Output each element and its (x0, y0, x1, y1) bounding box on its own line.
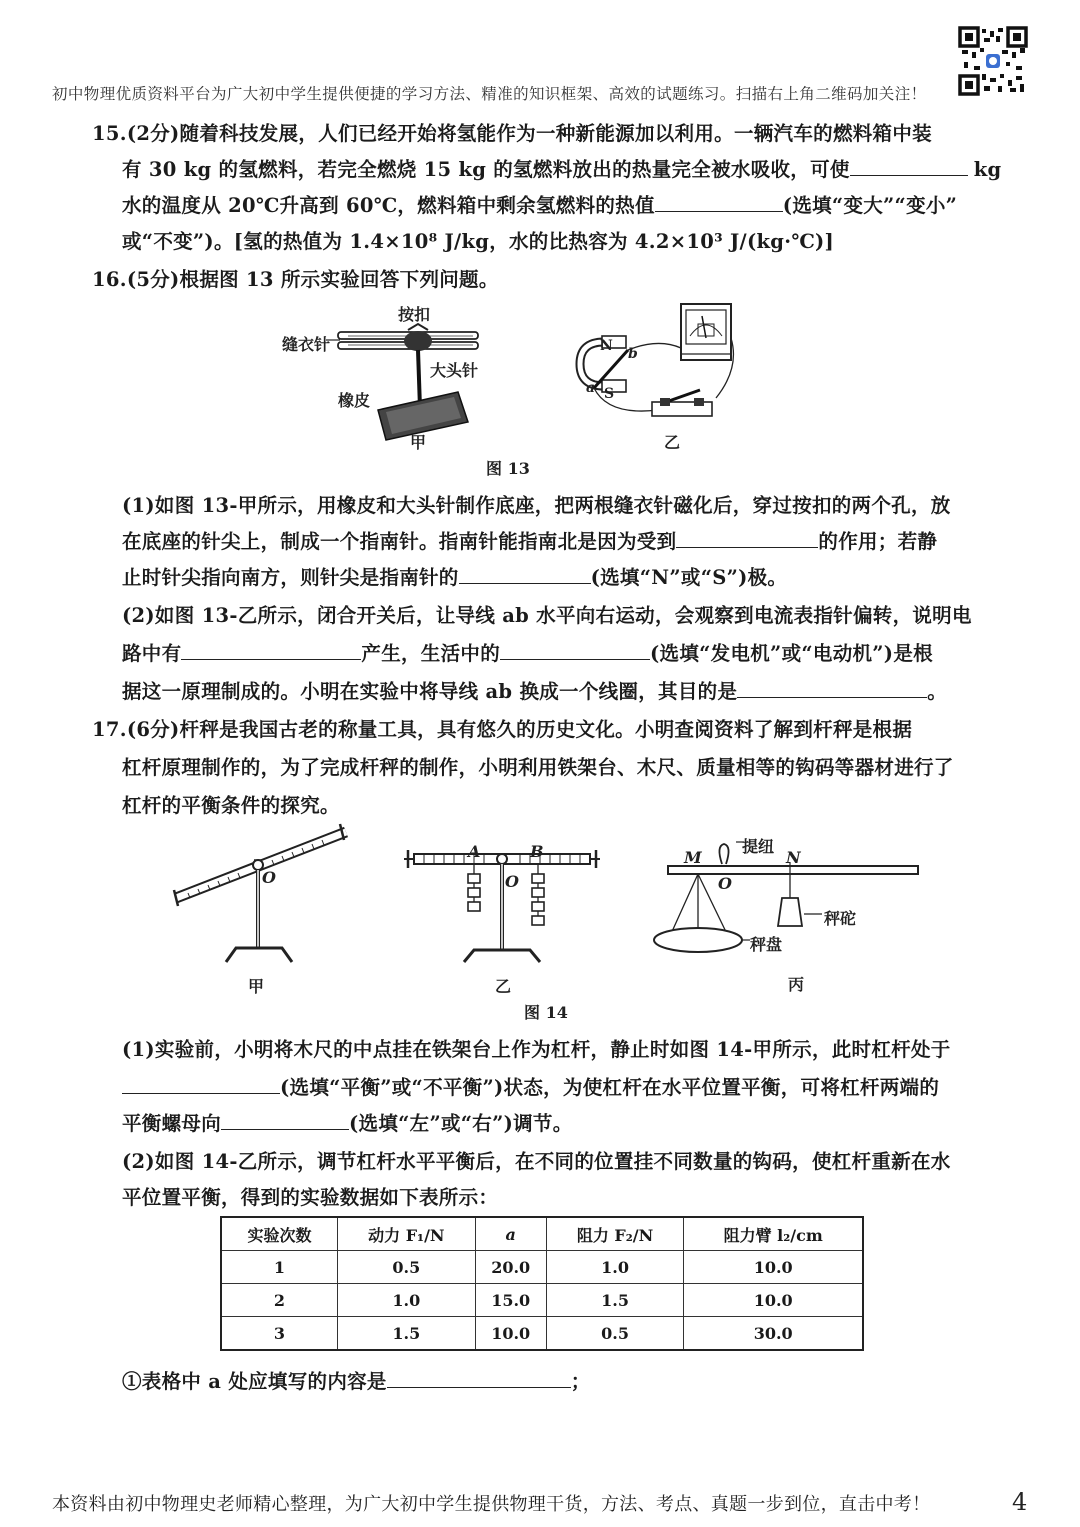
table-cell: 1 (221, 1251, 338, 1284)
qr-code-icon[interactable] (958, 26, 1028, 96)
q16-blank-3[interactable] (181, 641, 361, 660)
q17-p1-line3-text: 平衡螺母向 (122, 1112, 222, 1135)
table-cell: 1.0 (338, 1284, 476, 1317)
q17-p1-line1: (1)实验前，小明将木尺的中点挂在铁架台上作为杠杆，静止时如图 14-甲所示，此时杠杆处于 (122, 1038, 951, 1061)
q16-title: 16.(5分)根据图 13 所示实验回答下列问题。 (92, 268, 499, 291)
fig14-bing-label-o: O (718, 874, 732, 893)
fig13-label-eraser: 橡皮 (338, 391, 371, 410)
q17-blank-3[interactable] (387, 1369, 571, 1388)
q16-p1-line3-text: 止时针尖指向南方，则针尖是指南针的 (122, 566, 459, 589)
q16-p1-line2-tail: 的作用；若静 (818, 530, 938, 553)
table-cell: 1.0 (546, 1251, 684, 1284)
q16-p1-line1: (1)如图 13-甲所示，用橡皮和大头针制作底座，把两根缝衣针磁化后，穿过按扣的两个孔，放 (122, 494, 951, 517)
q15-blank-2[interactable] (655, 193, 783, 212)
table-header-cell: 阻力臂 l₂/cm (684, 1217, 863, 1251)
table-cell: 0.5 (338, 1251, 476, 1284)
fig13-label-yi: 乙 (664, 433, 681, 452)
table-cell: 10.0 (475, 1317, 546, 1351)
q15-line2 (122, 154, 1001, 182)
q16-p2-line2-mid: 产生，生活中的 (361, 642, 501, 665)
figure-13-caption: 图 13 (486, 459, 530, 478)
q15-line2-text: 有 30 kg 的氢燃料，若完全燃烧 15 kg 的氢燃料放出的热量完全被水吸收，可使 (122, 158, 850, 181)
q17-line1: 17.(6分)杆秤是我国古老的称量工具，具有悠久的历史文化。小明查阅资料了解到杆秤是根据 (92, 718, 913, 741)
q15-blank-1[interactable] (850, 157, 968, 176)
q16-p2-line2-text: 路中有 (122, 642, 182, 665)
table-header-cell: 动力 F₁/N (338, 1217, 476, 1251)
fig14-jia-label-o: O (262, 868, 276, 887)
q16-p1-line3-tail: (选填“N”或“S”)极。 (590, 566, 788, 589)
page-number: 4 (1012, 1488, 1028, 1516)
table-header-cell: 阻力 F₂/N (546, 1217, 684, 1251)
table-row (221, 1317, 863, 1351)
q17-p1-line2-text: (选填“平衡”或“不平衡”)状态，为使杠杆在水平位置平衡，可将杠杆两端的 (280, 1076, 940, 1099)
q17-line2: 杠杆原理制作的，为了完成杆秤的制作，小明利用铁架台、木尺、质量相等的钩码等器材进行了 (122, 756, 954, 779)
q17-p2-line1: (2)如图 14-乙所示，调节杠杆水平平衡后，在不同的位置挂不同数量的钩码，使杠杆重新在水 (122, 1150, 951, 1173)
fig14-label-bing: 丙 (788, 975, 805, 994)
q15-line2-unit: kg (973, 158, 1002, 181)
fig13-label-a: a (586, 380, 596, 396)
experiment-data-table (220, 1216, 864, 1351)
q17-subq-1-tail: ； (570, 1370, 591, 1393)
figure-14-yi-balanced-lever (402, 840, 602, 968)
table-cell: 1.5 (546, 1284, 684, 1317)
table-header-cell: 实验次数 (221, 1217, 338, 1251)
table-cell: 15.0 (475, 1284, 546, 1317)
q16-p2-line2-tail: (选填“发电机”或“电动机”)是根 (650, 642, 933, 665)
q17-subq-1-text: ①表格中 a 处应填写的内容是 (122, 1370, 387, 1393)
table-cell: 3 (221, 1317, 338, 1351)
table-row (221, 1251, 863, 1284)
figure-14-jia-tilted-lever (166, 820, 356, 968)
fig13-label-pin: 大头针 (430, 361, 479, 380)
q17-p2-line2: 平位置平衡，得到的实验数据如下表所示： (122, 1186, 499, 1209)
q16-p2-line3-tail: 。 (927, 680, 948, 703)
table-header-row (221, 1217, 863, 1251)
q17-blank-1[interactable] (122, 1075, 280, 1094)
q17-line3: 杠杆的平衡条件的探究。 (122, 794, 340, 817)
q16-p1-line3 (122, 562, 787, 590)
table-cell: 10.0 (684, 1284, 863, 1317)
table-cell: 0.5 (546, 1317, 684, 1351)
q17-subq-1 (122, 1366, 591, 1394)
table-cell: 30.0 (684, 1317, 863, 1351)
q16-p2-line2 (122, 638, 933, 666)
q15-line4: 或“不变”)。[氢的热值为 1.4×10⁸ J/kg，水的比热容为 4.2×10³ J/(kg·℃)] (122, 230, 835, 253)
table-cell: 2 (221, 1284, 338, 1317)
q17-p1-line3-tail: (选填“左”或“右”)调节。 (349, 1112, 573, 1135)
q15-line3 (122, 190, 957, 218)
fig14-label-chengpan: 秤盘 (750, 935, 783, 954)
header-banner: 初中物理优质资料平台为广大初中学生提供便捷的学习方法、精准的知识框架、高效的试题练习。扫描右上角二维码加关注！ (52, 85, 927, 103)
footer-note: 本资料由初中物理史老师精心整理，为广大初中学生提供物理干货，方法、考点、真题一步到位，直击中考！ (52, 1494, 931, 1515)
q16-blank-5[interactable] (737, 679, 927, 698)
fig13-label-needle: 缝衣针 (282, 335, 331, 354)
q15-line1: 15.(2分)随着科技发展，人们已经开始将氢能作为一种新能源加以利用。一辆汽车的燃料箱中装 (92, 122, 932, 145)
table-row (221, 1284, 863, 1317)
fig14-label-yi: 乙 (495, 977, 512, 996)
fig14-label-b: B (530, 842, 544, 861)
fig14-label-jia: 甲 (248, 977, 265, 996)
q16-blank-2[interactable] (459, 565, 591, 584)
figure-14-caption: 图 14 (524, 1003, 568, 1022)
q17-p1-line2 (122, 1072, 939, 1100)
q16-p2-line1: (2)如图 13-乙所示，闭合开关后，让导线 ab 水平向右运动，会观察到电流表指针偏转，说明电 (122, 604, 972, 627)
q16-p1-line2 (122, 526, 937, 554)
table-header-cell: a (475, 1217, 546, 1251)
fig13-label-jia: 甲 (410, 433, 427, 452)
q16-p2-line3-text: 据这一原理制成的。小明在实验中将导线 ab 换成一个线圈，其目的是 (122, 680, 738, 703)
table-cell: 20.0 (475, 1251, 546, 1284)
fig13-label-n: N (600, 338, 613, 354)
q16-p1-line2-text: 在底座的针尖上，制成一个指南针。指南针能指南北是因为受到 (122, 530, 677, 553)
q17-p1-line3 (122, 1108, 573, 1136)
fig13-label-button: 按扣 (398, 305, 431, 324)
fig14-label-n: N (786, 848, 801, 867)
fig14-label-a: A (468, 842, 481, 861)
table-cell: 10.0 (684, 1251, 863, 1284)
q15-line3-tail: (选填“变大”“变小” (782, 194, 958, 217)
fig14-label-m: M (684, 848, 702, 867)
table-cell: 1.5 (338, 1317, 476, 1351)
q17-blank-2[interactable] (221, 1111, 349, 1130)
figure-13-yi-induction (568, 298, 738, 428)
q16-p2-line3 (122, 676, 947, 704)
fig14-label-chengtuo: 秤砣 (824, 909, 857, 928)
fig14-yi-label-o: O (505, 872, 519, 891)
fig14-label-tiniu: 提纽 (742, 837, 775, 856)
q16-blank-1[interactable] (676, 529, 818, 548)
fig13-label-s: S (604, 386, 615, 402)
q15-line3-text: 水的温度从 20℃升高到 60℃，燃料箱中剩余氢燃料的热值 (122, 194, 655, 217)
q16-blank-4[interactable] (500, 641, 650, 660)
fig13-label-b: b (628, 346, 638, 362)
